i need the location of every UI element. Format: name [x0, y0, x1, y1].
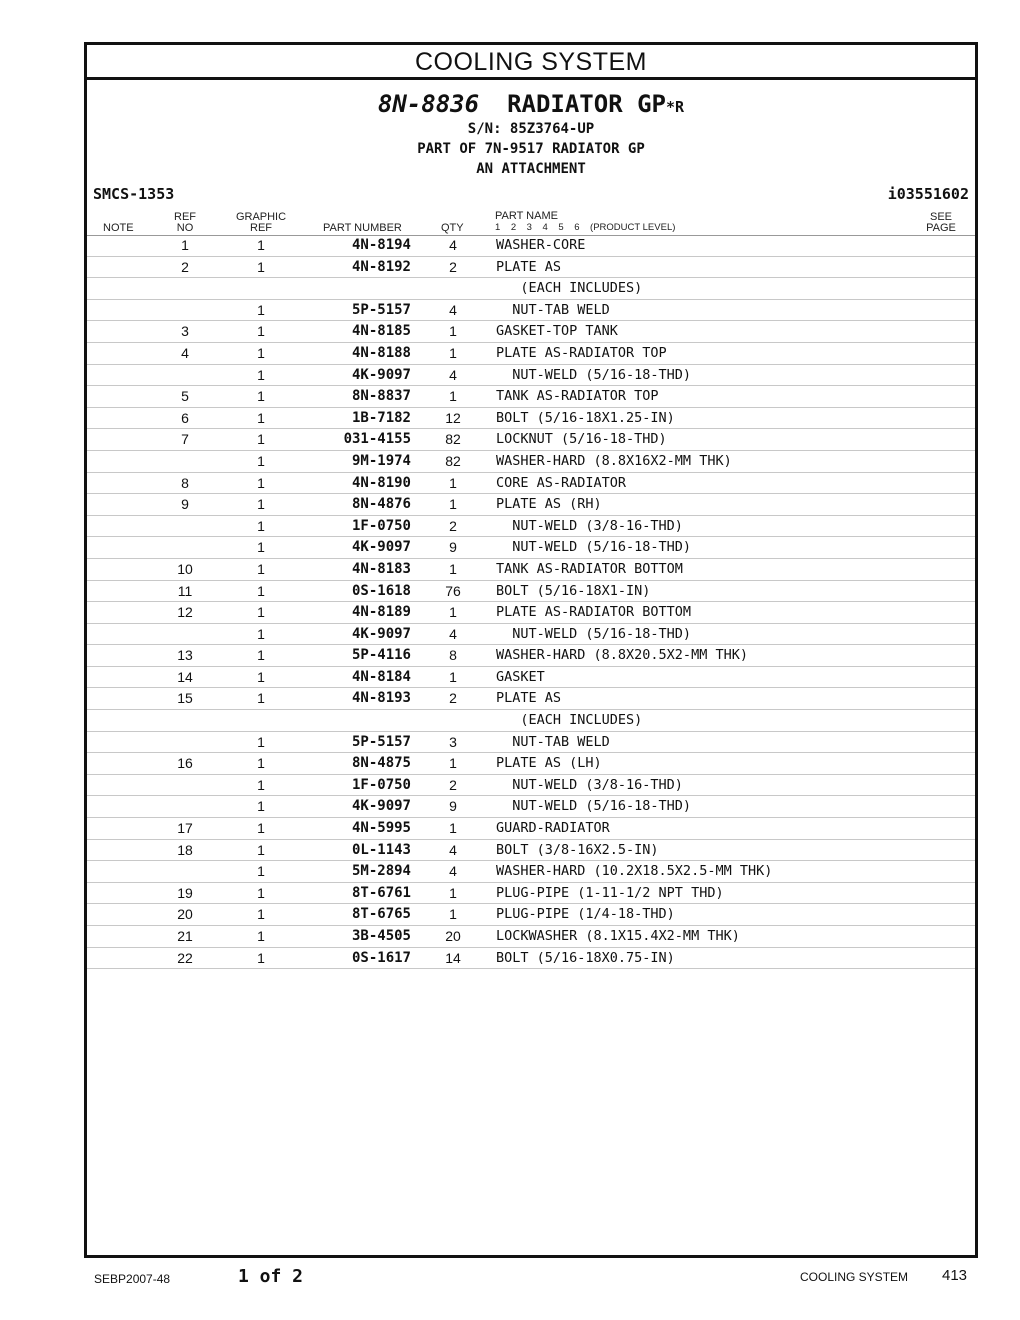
part-number-cell: 8N-8837 [351, 388, 411, 405]
part-name-cell: NUT-WELD (5/16-18-THD) [496, 366, 692, 383]
part-name-cell: PLATE AS-RADIATOR TOP [496, 344, 667, 361]
qty-cell: 2 [449, 690, 457, 707]
part-name-cell: TANK AS-RADIATOR BOTTOM [496, 560, 683, 577]
qty-cell: 1 [449, 820, 457, 837]
ref-no-cell: 19 [177, 884, 193, 901]
part-name-cell: CORE AS-RADIATOR [496, 474, 627, 491]
part-number-cell: 4K-9097 [351, 366, 411, 383]
ref-no-cell: 4 [181, 344, 189, 361]
part-number-cell: 1B-7182 [351, 409, 411, 426]
ref-no-cell: 2 [181, 258, 189, 275]
table-row [87, 581, 975, 603]
table-row [87, 321, 975, 343]
qty-cell: 4 [449, 841, 457, 858]
table-row [87, 537, 975, 559]
part-name-cell: NUT-WELD (3/8-16-THD) [496, 776, 683, 793]
graphic-ref-cell: 1 [257, 582, 265, 599]
ref-no-cell: 6 [181, 409, 189, 426]
page-frame [84, 42, 978, 1258]
table-row [87, 624, 975, 646]
qty-cell: 1 [449, 668, 457, 685]
ref-no-cell: 16 [177, 755, 193, 772]
attachment-note: AN ATTACHMENT [476, 161, 586, 177]
document-id: SEBP2007-48 [94, 1272, 171, 1286]
qty-cell: 1 [449, 560, 457, 577]
graphic-ref-cell: 1 [257, 539, 265, 556]
qty-cell: 4 [449, 625, 457, 642]
graphic-ref-cell: 1 [257, 841, 265, 858]
table-row [87, 602, 975, 624]
header-graphic-ref: GRAPHIC REF [235, 211, 287, 234]
group-heading [87, 89, 975, 179]
graphic-ref-cell: 1 [257, 258, 265, 275]
table-row [87, 235, 975, 257]
table-row [87, 429, 975, 451]
part-name-cell: GASKET-TOP TANK [496, 323, 618, 340]
graphic-ref-cell: 1 [257, 798, 265, 815]
part-number-cell: 9M-1974 [351, 452, 411, 469]
qty-cell: 14 [445, 949, 461, 966]
graphic-ref-cell: 1 [257, 431, 265, 448]
part-name-cell: NUT-WELD (5/16-18-THD) [496, 798, 692, 815]
part-name-cell: LOCKWASHER (8.1X15.4X2-MM THK) [496, 928, 740, 944]
qty-cell: 76 [445, 582, 461, 599]
graphic-ref-cell: 1 [257, 733, 265, 750]
graphic-ref-cell: 1 [257, 928, 265, 944]
graphic-ref-cell: 1 [257, 452, 265, 469]
graphic-ref-cell: 1 [257, 496, 265, 513]
graphic-ref-cell: 1 [257, 604, 265, 621]
part-number-cell: 8N-4875 [351, 755, 411, 772]
qty-cell: 4 [449, 237, 457, 253]
qty-cell: 8 [449, 647, 457, 664]
page-number: 413 [942, 1267, 968, 1284]
qty-cell: 20 [445, 928, 461, 944]
group-suffix: *R [666, 98, 685, 116]
table-row [87, 278, 975, 300]
group-name: RADIATOR GP [507, 90, 667, 118]
part-name-cell: PLATE AS (RH) [496, 496, 602, 513]
part-number-cell: 0L-1143 [351, 841, 411, 858]
part-name-cell: NUT-TAB WELD [496, 733, 610, 750]
table-row [87, 667, 975, 689]
graphic-ref-cell: 1 [257, 863, 265, 880]
part-name-cell: NUT-TAB WELD [496, 301, 610, 318]
table-row [87, 796, 975, 818]
ref-no-cell: 10 [177, 560, 193, 577]
part-name-cell: BOLT (5/16-18X1-IN) [496, 582, 651, 599]
illustration-id: i03551602 [887, 185, 969, 203]
table-row [87, 365, 975, 387]
qty-cell: 1 [449, 344, 457, 361]
serial-number: S/N: 85Z3764-UP [467, 121, 595, 137]
graphic-ref-cell: 1 [257, 647, 265, 664]
part-of: PART OF 7N-9517 RADIATOR GP [417, 141, 645, 157]
table-row [87, 861, 975, 883]
table-row [87, 753, 975, 775]
graphic-ref-cell: 1 [257, 906, 265, 923]
graphic-ref-cell: 1 [257, 517, 265, 534]
part-number-cell: 0S-1617 [351, 949, 411, 966]
part-number-cell: 5P-5157 [351, 301, 411, 318]
graphic-ref-cell: 1 [257, 344, 265, 361]
part-name-cell: LOCKNUT (5/16-18-THD) [496, 431, 667, 448]
part-name-cell: WASHER-HARD (10.2X18.5X2.5-MM THK) [496, 863, 773, 880]
header-note: NOTE [103, 222, 134, 234]
group-title [87, 89, 975, 119]
header-ref-no: REF NO [174, 211, 196, 234]
part-number-cell: 5P-4116 [351, 647, 411, 664]
part-number-cell: 4K-9097 [351, 798, 411, 815]
table-row [87, 473, 975, 495]
part-number-cell: 4N-8188 [351, 344, 411, 361]
qty-cell: 1 [449, 388, 457, 405]
qty-cell: 4 [449, 366, 457, 383]
table-row [87, 840, 975, 862]
part-name-cell: TANK AS-RADIATOR TOP [496, 388, 659, 405]
ref-no-cell: 13 [177, 647, 193, 664]
part-name-cell: PLATE AS [496, 690, 562, 707]
part-name-cell: PLATE AS-RADIATOR BOTTOM [496, 604, 692, 621]
part-number-cell: 8N-4876 [351, 496, 411, 513]
qty-cell: 2 [449, 517, 457, 534]
graphic-ref-cell: 1 [257, 776, 265, 793]
graphic-ref-cell: 1 [257, 560, 265, 577]
part-name-cell: PLATE AS (LH) [496, 755, 602, 772]
part-name-cell: NUT-WELD (5/16-18-THD) [496, 539, 692, 556]
part-name-cell: PLUG-PIPE (1/4-18-THD) [496, 906, 675, 923]
header-part-number: PART NUMBER [323, 222, 402, 234]
ref-no-cell: 17 [177, 820, 193, 837]
ref-no-cell: 9 [181, 496, 189, 513]
graphic-ref-cell: 1 [257, 237, 265, 253]
qty-cell: 9 [449, 539, 457, 556]
qty-cell: 1 [449, 474, 457, 491]
smcs-code: SMCS-1353 [93, 185, 175, 203]
part-name-cell: (EACH INCLUDES) [496, 712, 643, 729]
qty-cell: 9 [449, 798, 457, 815]
ref-no-cell: 15 [177, 690, 193, 707]
part-name-cell: (EACH INCLUDES) [496, 280, 643, 297]
part-name-cell: WASHER-CORE [496, 237, 586, 253]
part-name-cell: GUARD-RADIATOR [496, 820, 610, 837]
table-row [87, 818, 975, 840]
part-name-cell: BOLT (5/16-18X0.75-IN) [496, 949, 675, 966]
ref-no-cell: 7 [181, 431, 189, 448]
part-name-cell: PLATE AS [496, 258, 562, 275]
part-name-cell: GASKET [496, 668, 545, 685]
part-number-cell: 0S-1618 [351, 582, 411, 599]
part-number-cell: 4N-8184 [351, 668, 411, 685]
table-row [87, 904, 975, 926]
table-row [87, 775, 975, 797]
part-name-cell: BOLT (5/16-18X1.25-IN) [496, 409, 675, 426]
ref-no-cell: 1 [181, 237, 189, 253]
parts-table [87, 235, 975, 969]
graphic-ref-cell: 1 [257, 366, 265, 383]
table-row [87, 883, 975, 905]
qty-cell: 4 [449, 863, 457, 880]
graphic-ref-cell: 1 [257, 323, 265, 340]
part-number-cell: 4N-8183 [351, 560, 411, 577]
graphic-ref-cell: 1 [257, 409, 265, 426]
table-row [87, 408, 975, 430]
part-number-cell: 4N-8190 [351, 474, 411, 491]
footer-section: COOLING SYSTEM [800, 1270, 909, 1284]
part-number-cell: 8T-6761 [351, 884, 411, 901]
part-name-cell: WASHER-HARD (8.8X20.5X2-MM THK) [496, 647, 748, 664]
table-row [87, 645, 975, 667]
header-see-page: SEE PAGE [926, 211, 956, 234]
graphic-ref-cell: 1 [257, 949, 265, 966]
ref-no-cell: 12 [177, 604, 193, 621]
header-part-name: PART NAME [495, 210, 558, 222]
ref-no-cell: 20 [177, 906, 193, 923]
qty-cell: 1 [449, 604, 457, 621]
qty-cell: 1 [449, 323, 457, 340]
qty-cell: 3 [449, 733, 457, 750]
table-row [87, 451, 975, 473]
part-number-cell: 4N-8193 [351, 690, 411, 707]
part-number-cell: 1F-0750 [351, 517, 411, 534]
part-name-cell: WASHER-HARD (8.8X16X2-MM THK) [496, 452, 732, 469]
section-title: COOLING SYSTEM [87, 45, 975, 80]
part-number-cell: 4K-9097 [351, 539, 411, 556]
table-row [87, 559, 975, 581]
part-number-cell: 4N-8189 [351, 604, 411, 621]
graphic-ref-cell: 1 [257, 820, 265, 837]
graphic-ref-cell: 1 [257, 884, 265, 901]
qty-cell: 2 [449, 258, 457, 275]
graphic-ref-cell: 1 [257, 625, 265, 642]
table-row [87, 710, 975, 732]
page-of: 1 of 2 [238, 1266, 304, 1287]
table-row [87, 516, 975, 538]
qty-cell: 1 [449, 906, 457, 923]
part-name-cell: NUT-WELD (3/8-16-THD) [496, 517, 683, 534]
graphic-ref-cell: 1 [257, 474, 265, 491]
graphic-ref-cell: 1 [257, 388, 265, 405]
table-row [87, 732, 975, 754]
qty-cell: 82 [445, 431, 461, 448]
table-row [87, 343, 975, 365]
ref-no-cell: 5 [181, 388, 189, 405]
qty-cell: 82 [445, 452, 461, 469]
part-number-cell: 5M-2894 [351, 863, 411, 880]
part-number-cell: 031-4155 [343, 431, 411, 448]
part-name-cell: NUT-WELD (5/16-18-THD) [496, 625, 692, 642]
qty-cell: 1 [449, 755, 457, 772]
table-row [87, 494, 975, 516]
qty-cell: 4 [449, 301, 457, 318]
table-row [87, 926, 975, 948]
part-number-cell: 5P-5157 [351, 733, 411, 750]
ref-no-cell: 21 [177, 928, 193, 944]
header-product-level: 1 2 3 4 5 6 (PRODUCT LEVEL) [495, 222, 676, 233]
header-qty: QTY [441, 222, 464, 234]
part-number-cell: 8T-6765 [351, 906, 411, 923]
ref-no-cell: 3 [181, 323, 189, 340]
part-number-cell: 4N-8192 [351, 258, 411, 275]
part-number-cell: 4N-8194 [351, 237, 411, 253]
ref-no-cell: 18 [177, 841, 193, 858]
ref-no-cell: 11 [177, 582, 193, 599]
table-row [87, 688, 975, 710]
part-number-cell: 1F-0750 [351, 776, 411, 793]
graphic-ref-cell: 1 [257, 668, 265, 685]
graphic-ref-cell: 1 [257, 690, 265, 707]
part-number-cell: 4N-5995 [351, 820, 411, 837]
part-name-cell: BOLT (3/8-16X2.5-IN) [496, 841, 659, 858]
ref-no-cell: 22 [177, 949, 193, 966]
table-row [87, 257, 975, 279]
qty-cell: 1 [449, 496, 457, 513]
part-number-cell: 4K-9097 [351, 625, 411, 642]
part-number-cell: 4N-8185 [351, 323, 411, 340]
table-row [87, 386, 975, 408]
part-name-cell: PLUG-PIPE (1-11-1/2 NPT THD) [496, 884, 724, 901]
table-row [87, 300, 975, 322]
graphic-ref-cell: 1 [257, 755, 265, 772]
table-row [87, 948, 975, 970]
ref-no-cell: 14 [177, 668, 193, 685]
group-part-number: 8N-8836 [377, 90, 480, 118]
qty-cell: 2 [449, 776, 457, 793]
qty-cell: 12 [445, 409, 461, 426]
qty-cell: 1 [449, 884, 457, 901]
ref-no-cell: 8 [181, 474, 189, 491]
part-number-cell: 3B-4505 [351, 928, 411, 944]
graphic-ref-cell: 1 [257, 301, 265, 318]
